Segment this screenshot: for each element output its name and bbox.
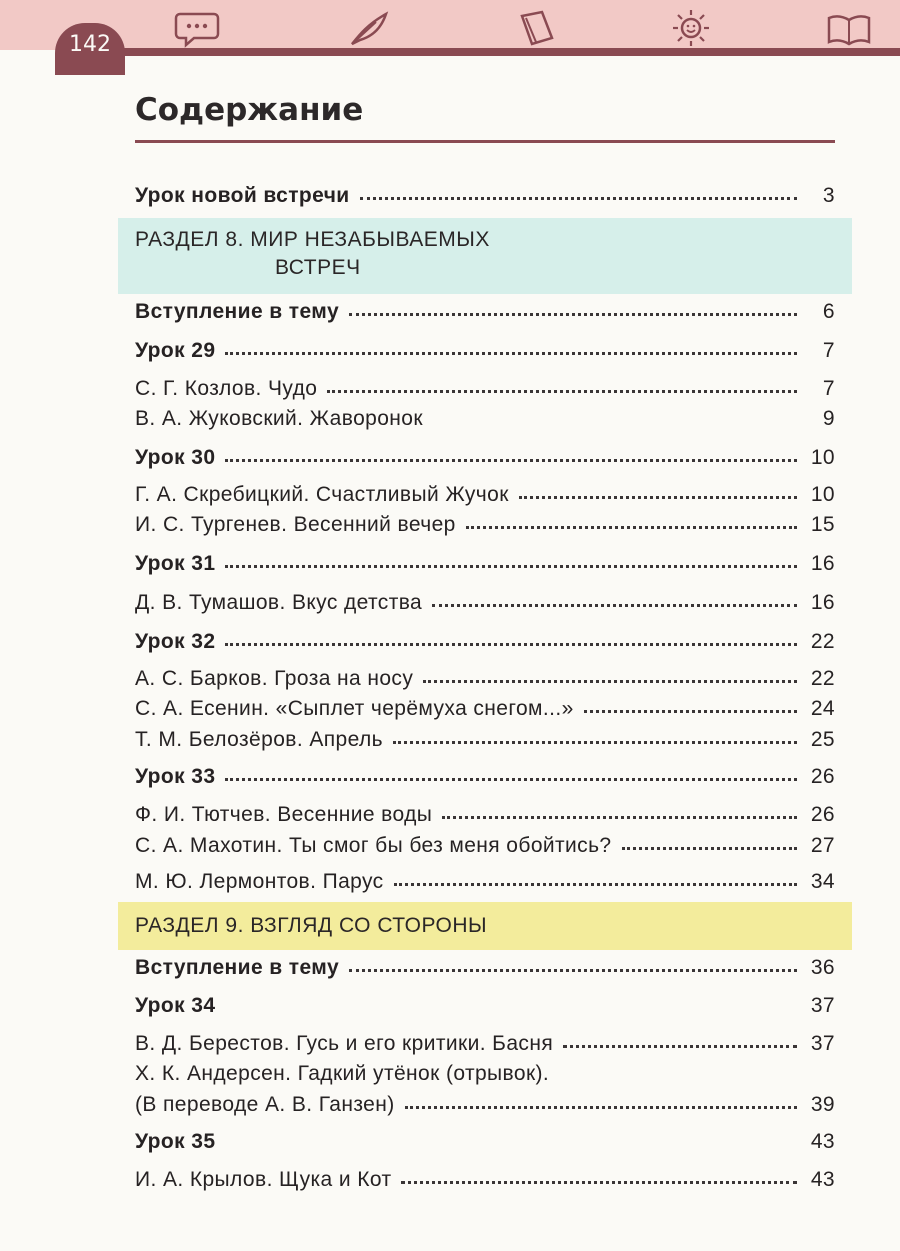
dot-leader: [225, 548, 797, 568]
toc-entry-page: 39: [810, 1093, 835, 1116]
toc-entry-section-intro: [135, 953, 835, 983]
toc-entry-lesson: [135, 991, 835, 1021]
toc-entry-lesson: [135, 762, 835, 792]
toc-entry: [135, 480, 835, 510]
toc-entry: [135, 800, 835, 830]
toc-entry-label: Вступление в тему: [135, 956, 340, 979]
toc-entry-page: 22: [810, 630, 835, 653]
section-heading: РАЗДЕЛ 9. ВЗГЛЯД СО СТОРОНЫ: [135, 914, 488, 937]
toc-entry-page: 10: [810, 483, 835, 506]
toc-entry-page: 10: [810, 446, 835, 469]
toc-entry: [135, 867, 835, 897]
dot-leader: [225, 626, 797, 646]
toc-entry-label: (В переводе А. В. Ганзен): [135, 1093, 395, 1116]
dot-leader: [401, 1164, 797, 1184]
toc-entry-label: Урок 32: [135, 630, 216, 653]
toc-entry-label: С. Г. Козлов. Чудо: [135, 377, 318, 400]
dot-leader: [393, 724, 797, 744]
toc-entry-page: 7: [822, 339, 835, 362]
toc-entry-page: 6: [822, 300, 835, 323]
dot-leader: [225, 335, 797, 355]
dot-leader: [225, 990, 797, 1010]
toc-entry: [135, 831, 835, 861]
toc-entry-lesson: [135, 1127, 835, 1157]
page-number: 142: [69, 32, 111, 57]
dot-leader: [433, 403, 797, 423]
toc-entry-label: Урок 35: [135, 1130, 216, 1153]
dot-leader: [622, 830, 798, 850]
toc-entry-label: С. А. Есенин. «Сыплет черёмуха снегом...»: [135, 697, 574, 720]
toc-entry-page: 37: [810, 994, 835, 1017]
toc-entry-label: С. А. Махотин. Ты смог бы без меня обойтись?: [135, 834, 612, 857]
toc-entry-page: 43: [810, 1168, 835, 1191]
toc-entry-page: 16: [810, 591, 835, 614]
feather-icon: [346, 8, 392, 48]
toc-entry-label: И. А. Крылов. Щука и Кот: [135, 1168, 392, 1191]
book-icon: [514, 8, 560, 48]
dot-leader: [349, 952, 797, 972]
toc-entry-page: 36: [810, 956, 835, 979]
toc-entry-label: Д. В. Тумашов. Вкус детства: [135, 591, 423, 614]
toc-entry-label: В. Д. Берестов. Гусь и его критики. Басня: [135, 1032, 554, 1055]
toc-entry-label: М. Ю. Лермонтов. Парус: [135, 870, 384, 893]
dot-leader: [563, 1028, 797, 1048]
toc-entry-lesson: [135, 443, 835, 473]
toc-entry-page: 43: [810, 1130, 835, 1153]
toc-entry-label: Урок 33: [135, 765, 216, 788]
toc-entry-lesson: [135, 549, 835, 579]
toc-entry-label: Т. М. Белозёров. Апрель: [135, 728, 383, 751]
toc-entry-label: Урок 31: [135, 552, 216, 575]
toc-entry: [135, 694, 835, 724]
dot-leader: [584, 693, 797, 713]
toc-entry-page: 15: [810, 513, 835, 536]
dot-leader: [432, 587, 797, 607]
dot-leader: [360, 180, 797, 200]
dot-leader: [394, 866, 797, 886]
toc-entry: [135, 1090, 835, 1120]
toc-entry-lesson: [135, 627, 835, 657]
toc-entry-page: 25: [810, 728, 835, 751]
speech-bubble-icon: [174, 8, 220, 48]
toc-entry-label: А. С. Барков. Гроза на носу: [135, 667, 414, 690]
section-heading-continued: ВСТРЕЧ: [275, 256, 361, 279]
header-rule: [60, 48, 900, 56]
toc-entry-lesson: [135, 336, 835, 366]
toc-entry-intro: [135, 181, 835, 211]
toc-entry-label: Г. А. Скребицкий. Счастливый Жучок: [135, 483, 509, 506]
toc-entry: [135, 725, 835, 755]
toc-entry-section-intro: [135, 297, 835, 327]
toc-entry-label: Урок 34: [135, 994, 216, 1017]
toc-entry: [135, 510, 835, 540]
toc-entry-page: 16: [810, 552, 835, 575]
sun-icon: [668, 8, 714, 48]
dot-leader: [423, 663, 797, 683]
toc-entry: [135, 664, 835, 694]
header-band: [0, 0, 900, 50]
toc-entry: [135, 588, 835, 618]
dot-leader: [225, 442, 797, 462]
dot-leader: [327, 373, 797, 393]
toc-entry-page: 7: [822, 377, 835, 400]
toc-entry-page: 9: [822, 407, 835, 430]
dot-leader: [405, 1089, 797, 1109]
open-book-icon: [826, 8, 872, 48]
toc-entry-page: 26: [810, 765, 835, 788]
section-heading: РАЗДЕЛ 8. МИР НЕЗАБЫВАЕМЫХ: [135, 228, 490, 251]
toc-entry: [135, 1165, 835, 1195]
dot-leader: [519, 479, 797, 499]
toc-entry-label: Ф. И. Тютчев. Весенние воды: [135, 803, 433, 826]
toc-entry-page: 26: [810, 803, 835, 826]
toc-entry-label: В. А. Жуковский. Жаворонок: [135, 407, 423, 430]
toc-entry-label: И. С. Тургенев. Весенний вечер: [135, 513, 456, 536]
dot-leader: [442, 799, 797, 819]
toc-entry-page: 3: [822, 184, 835, 207]
toc-entry-page: 34: [810, 870, 835, 893]
toc-entry-first-line: Х. К. Андерсен. Гадкий утёнок (отрывок).: [135, 1062, 550, 1085]
toc-entry: [135, 374, 835, 404]
toc-entry-label: Вступление в тему: [135, 300, 340, 323]
dot-leader: [225, 1126, 797, 1146]
toc-entry: [135, 404, 835, 434]
dot-leader: [225, 761, 797, 781]
toc-entry-page: 22: [810, 667, 835, 690]
title-rule: [135, 140, 835, 143]
toc-entry-label: Урок 29: [135, 339, 216, 362]
toc-entry-label: Урок 30: [135, 446, 216, 469]
toc-entry: [135, 1029, 835, 1059]
toc-entry-page: 27: [810, 834, 835, 857]
dot-leader: [349, 296, 797, 316]
page-title: Содержание: [135, 92, 364, 128]
toc-entry-page: 24: [810, 697, 835, 720]
toc-entry-page: 37: [810, 1032, 835, 1055]
toc-entry-label: Урок новой встречи: [135, 184, 350, 207]
dot-leader: [466, 509, 797, 529]
